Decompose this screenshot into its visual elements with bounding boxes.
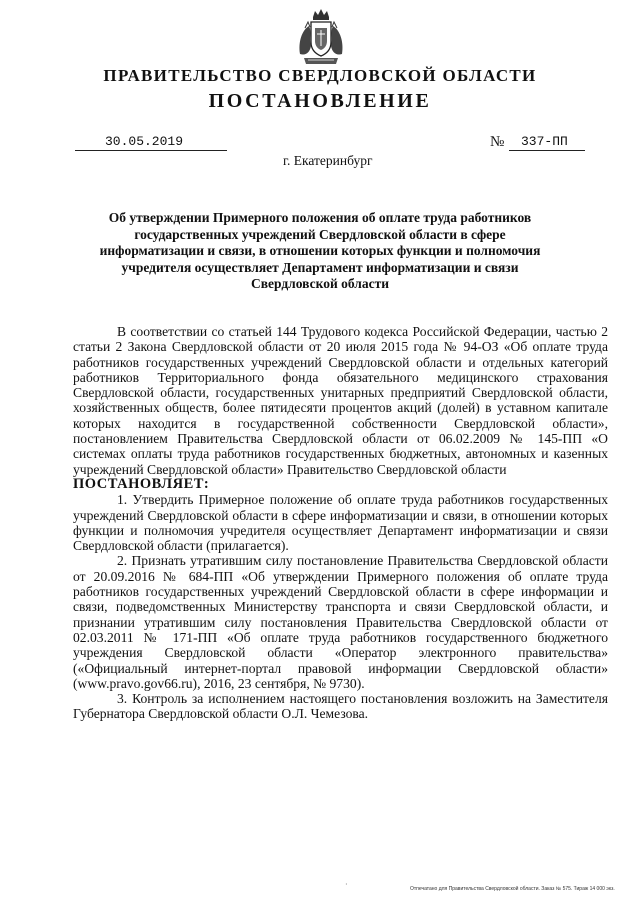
item-paragraph-3: 3. Контроль за исполнением настоящего постановления возложить на Заместителя Губернатора Свердловской области О.Л. Чемезова. <box>73 691 608 722</box>
document-date: 30.05.2019 <box>75 134 227 151</box>
decree-word: ПОСТАНОВЛЯЕТ: <box>73 475 210 492</box>
coat-of-arms-icon <box>296 8 346 68</box>
document-body <box>73 324 608 722</box>
document-number: 337-ПП <box>509 134 585 151</box>
item-paragraph-1: 1. Утвердить Примерное положение об оплате труда работников государственных учреждений Свердловской области в сфере информатизации и связи, в отношении которых функции и полномочия учредителя осуществляет Департамент информатизации и связи Свердловской области (прилагается). <box>73 492 608 554</box>
preamble-paragraph: В соответствии со статьей 144 Трудового кодекса Российской Федерации, частью 2 статьи 2 Закона Свердловской области от 20 июля 2015 года № 94-ОЗ «Об оплате труда работников государственных учреждений Свердловской области и отдельных категорий работников Территориального фонда обязательного медицинского страхования Свердловской области, государственных унитарных предприятий Свердловской области, хозяйственных обществ, более пятидесяти процентов акций (долей) в уставном капитале которых находится в государственной собственности Свердловской области», постановлением Правительства Свердловской области от 06.02.2009 № 145-ПП «О системах оплаты труда работников государственных бюджетных, автономных и казенных учреждений Свердловской области» Правительство Свердловской области <box>73 324 608 477</box>
item-paragraph-2: 2. Признать утратившим силу постановление Правительства Свердловской области от 20.09.2016 № 684-ПП «Об утверждении Примерного положения об оплате труда работников государственных учреждений Свердловской области в сфере информации и связи, подведомственных Министерству транспорта и связи Свердловской области, и признании утратившим силу постановления Правительства Свердловской области от 02.03.2011 № 171-ПП «Об оплате труда работников государственного бюджетного учреждения Свердловской области «Оператор электронного правительства» («Официальный интернет-портал правовой информации Свердловской области» (www.pravo.gov66.ru), 2016, 23 сентября, № 9730). <box>73 553 608 691</box>
document-type: ПОСТАНОВЛЕНИЕ <box>208 90 432 112</box>
footer-mark: · <box>345 880 348 889</box>
number-label: № <box>490 134 505 150</box>
city: г. Екатеринбург <box>283 153 373 168</box>
print-note: Отпечатано для Правительства Свердловской области. Заказ № 575. Тираж 14 000 экз. <box>410 886 615 892</box>
government-name: ПРАВИТЕЛЬСТВО СВЕРДЛОВСКОЙ ОБЛАСТИ <box>103 66 537 85</box>
document-title: Об утверждении Примерного положения об оплате труда работников государственных учреждений Свердловской области в сфере информатизации и связи, в отношении которых функции и полномочия учредителя осуществляет Департамент информатизации и связи Свердловской области <box>99 210 541 291</box>
